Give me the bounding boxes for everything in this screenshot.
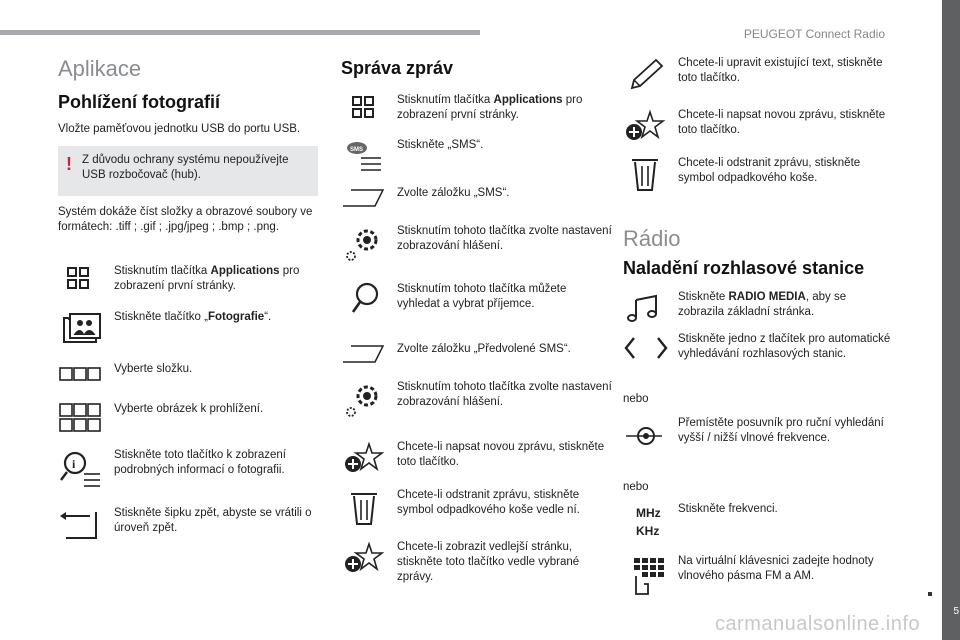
step-text: Stiskněte tlačítko „Fotografie“. (114, 311, 272, 323)
applications-grid-icon (341, 93, 385, 129)
step-text: Chcete-li odstranit zprávu, stiskněte symbol odpadkového koše vedle ní. (397, 489, 580, 516)
formats-text: Systém dokáže číst složky a obrazové soubory ve formátech: .tiff ; .gif ; .jpg/jpeg ; .bmp ; .png. (58, 206, 313, 233)
svg-text:SMS: SMS (350, 147, 364, 153)
or-label: nebo (623, 481, 649, 493)
step-text: Přemístěte posuvník pro ruční vyhledání vyšší / nižší vlnové frekvence. (678, 417, 884, 444)
music-note-icon (622, 290, 666, 326)
warning-text: Z důvodu ochrany systému nepoužívejte USB rozbočovač (hub). (82, 154, 289, 181)
settings-icon (341, 222, 385, 258)
warning-icon: ! (66, 154, 72, 174)
page-number: 5 (953, 606, 959, 617)
slider-icon (622, 416, 666, 452)
step-text: Stiskněte „SMS“. (397, 139, 484, 151)
step-text: Stisknutím tohoto tlačítka zvolte nastavení zobrazování hlášení. (397, 381, 612, 408)
back-arrow-icon (58, 506, 102, 542)
bullet-mark (928, 592, 932, 596)
warning-box (58, 146, 318, 196)
step-text: Chcete-li napsat novou zprávu, stiskněte toto tlačítko. (678, 109, 886, 136)
tab-icon (341, 342, 385, 378)
step-text: Zvolte záložku „Předvolené SMS“. (397, 343, 571, 355)
step-text: Vyberte obrázek k prohlížení. (114, 403, 264, 415)
step-text: Na virtuální klávesnici zadejte hodnoty vlnového pásma FM a AM. (678, 555, 874, 582)
section-title-aplikace: Aplikace (58, 56, 142, 81)
step-text: Chcete-li zobrazit vedlejší stránku, stiskněte toto tlačítko vedle vybrané zprávy. (397, 541, 580, 583)
mhz-khz-icon (636, 504, 676, 540)
step-text: Stisknutím tohoto tlačítka můžete vyhledat a vybrat příjemce. (397, 283, 567, 310)
tab-icon (341, 186, 385, 222)
chevrons-icon (622, 332, 666, 368)
step-text: Chcete-li odstranit zprávu, stiskněte symbol odpadkového koše. (678, 157, 861, 184)
running-title: PEUGEOT Connect Radio (743, 27, 885, 41)
image-grid-icon (58, 400, 102, 436)
intro-text: Vložte paměťovou jednotku USB do portu USB. (58, 123, 301, 135)
step-text: Stisknutím tlačítka Applications pro zobrazení první stránky. (114, 265, 300, 292)
khz-label: KHz (636, 524, 660, 538)
add-favorite-icon (341, 440, 385, 476)
step-text: Stiskněte RADIO MEDIA, aby se zobrazila základní stránka. (678, 291, 847, 318)
info-magnifier-icon (58, 448, 102, 484)
svg-text:i: i (72, 457, 76, 471)
step-text: Stisknutím tlačítka Applications pro zobrazení první stránky. (397, 94, 583, 121)
or-label: nebo (623, 393, 649, 405)
step-text: Stiskněte toto tlačítko k zobrazení podrobných informací o fotografii. (114, 449, 286, 476)
add-favorite-icon (341, 540, 385, 576)
trash-icon (622, 154, 666, 190)
step-text: Zvolte záložku „SMS“. (397, 187, 510, 199)
section-title-messages: Správa zpráv (341, 58, 454, 78)
sms-icon (341, 138, 385, 174)
side-tab (942, 0, 960, 640)
subsection-title-photos: Pohlížení fotografií (58, 92, 220, 112)
step-text: Chcete-li upravit existující text, stiskněte toto tlačítko. (678, 57, 883, 84)
step-text: Stiskněte šipku zpět, abyste se vrátili o úroveň zpět. (114, 507, 312, 534)
step-text: Stiskněte frekvenci. (678, 503, 778, 515)
applications-grid-icon (58, 262, 102, 298)
trash-icon (341, 488, 385, 524)
section-title-radio: Rádio (623, 226, 681, 251)
search-icon (341, 280, 385, 316)
step-text: Chcete-li napsat novou zprávu, stiskněte toto tlačítko. (397, 441, 605, 468)
step-text: Vyberte složku. (114, 363, 193, 375)
folders-icon (58, 360, 102, 396)
header-rule (0, 30, 480, 35)
photos-icon (58, 308, 102, 344)
pencil-icon (622, 56, 666, 92)
settings-icon (341, 378, 385, 414)
subsection-title-tuning: Naladění rozhlasové stanice (623, 258, 865, 278)
mhz-label: MHz (636, 506, 661, 520)
add-favorite-icon (622, 108, 666, 144)
step-text: Stiskněte jedno z tlačítek pro automatické vyhledávání rozhlasových stanic. (678, 333, 891, 360)
keypad-icon (622, 554, 666, 590)
watermark: carmanualsonline.info (714, 613, 920, 635)
step-text: Stisknutím tohoto tlačítka zvolte nastavení zobrazování hlášení. (397, 225, 612, 252)
